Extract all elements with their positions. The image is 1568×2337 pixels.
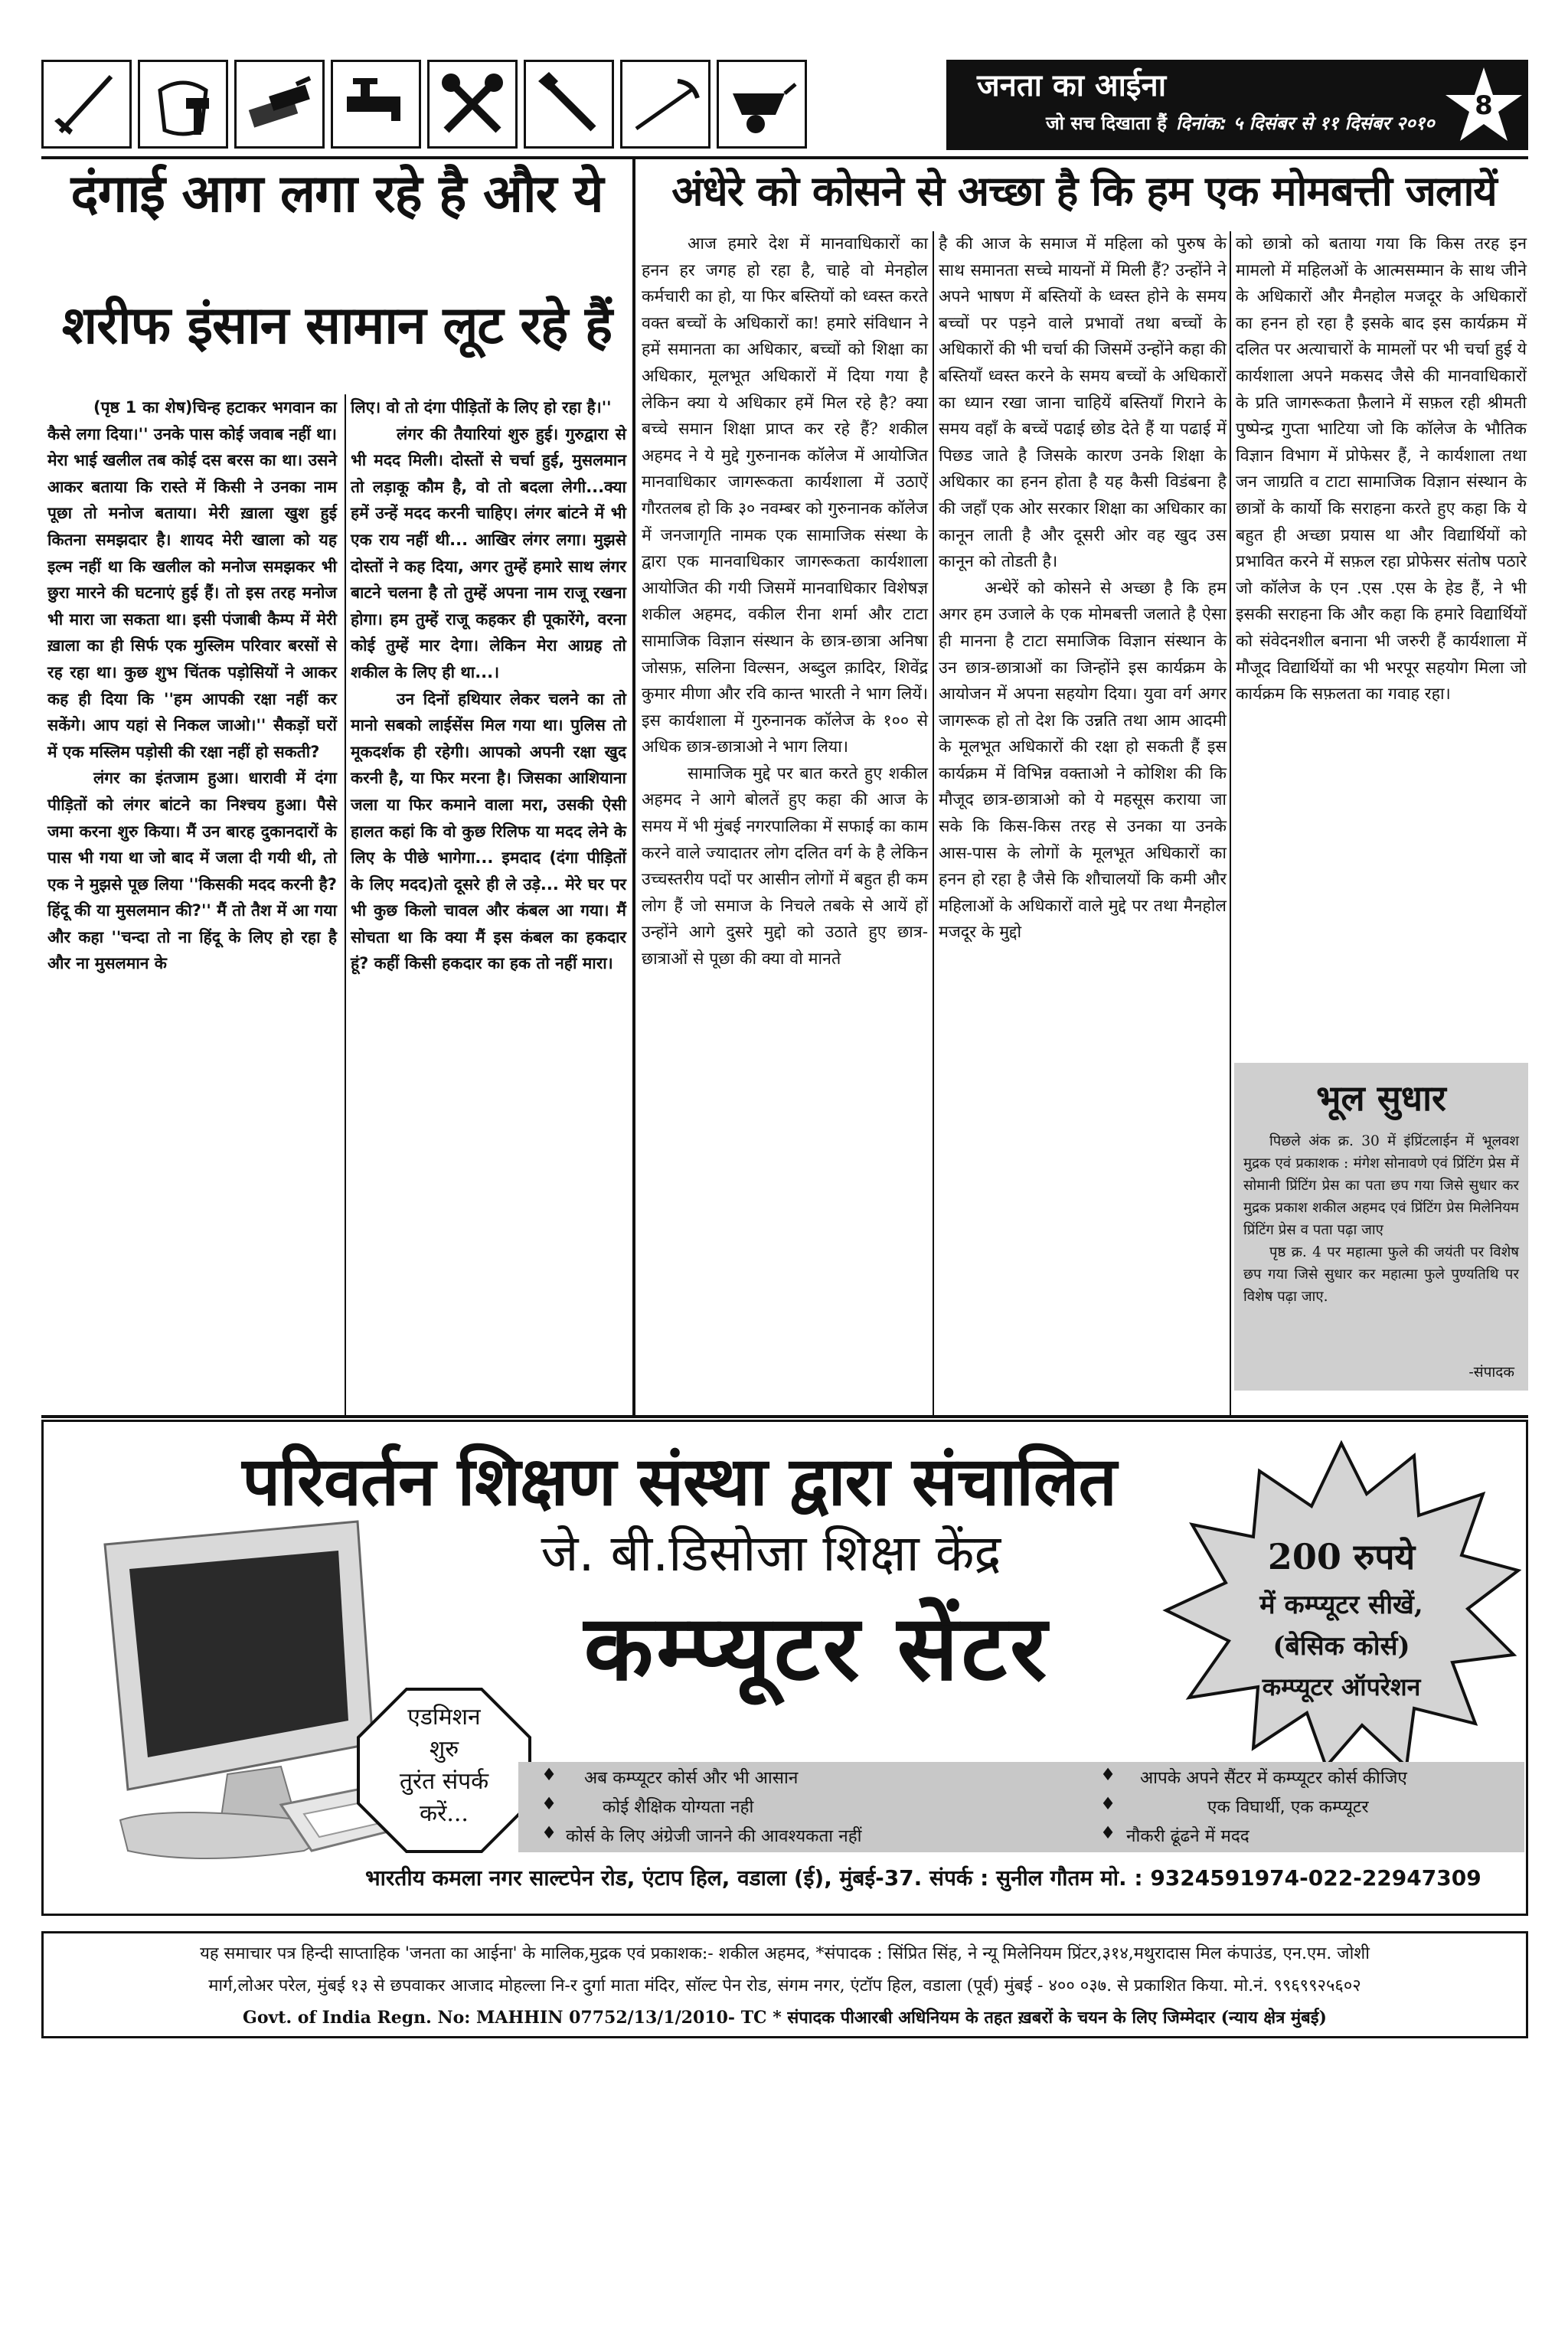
right-article-col1 (642, 231, 928, 973)
paragraph: अन्धेरें को कोसने से अच्छा है कि हम अगर हम उजाले के एक मोमबत्ती जलाते है ऐसा ही मानना है टाटा समाजिक विज्ञान संस्थान के उन छात्र-छात्राओं का जिन्होंने इस कार्यक्रम के आयोजन में अपना सहयोग दिया। युवा वर्ग अगर जागरूक हो तो देश कि उन्नति तथा आम आदमी के मूलभूत अधिकारों की रक्षा हो सकती हैं इस कार्यक्रम में विभिन्न वक्ताओ ने कोशिश की कि मौजूद छात्र-छात्राओ को ये महसूस कराया जा सके कि किस-किस तरह से उनका या उनके आस-पास के लोगों के मूलभूत अधिकारों का हनन हो रहा है जैसे कि शौचालयों कि कमी और महिलाओं के अधिकारों वाले मुद्दे पर तथा मैनहोल मजदूर के मुद्दो (939, 578, 1227, 943)
feature-item: नौकरी ढूंढने में मदद (1126, 1826, 1250, 1846)
page-number-star (1442, 64, 1525, 147)
computer-center-ad (41, 1420, 1528, 1916)
paragraph: लंगर की तैयारियां शुरु हुई। गुरुद्वारा से भी मदद मिली। दोस्तों से चर्चा हुई, मुसलमान तो लड़ाकू कौम है, वो तो बदला लेगी...क्या हमें उन्हें मदद करनी चाहिए। लंगर बांटने में भी एक राय नहीं थी... आखिर लंगर लगा। मुझसे दोस्तों ने कह दिया, अगर तुम्हें हमारे साथ लंगर बाटने चलना है तो तुम्हें अपना नाम राजू रखना होगा। हम तुम्हें राजू कहकर ही पूकारेंगे, वरना कोई तुम्हें मार देगा। लेकिन मेरा आग्रह तो शकील के लिए ही था...। (351, 424, 626, 681)
price-starburst (1161, 1440, 1521, 1770)
right-article-col3 (1236, 231, 1527, 708)
ad-price: 200 रुपये (1267, 1536, 1416, 1577)
brick-trowel-icon (234, 60, 325, 149)
left-headline-line2: शरीफ इंसान सामान लूट रहे हैं (61, 296, 612, 356)
imprint-line1: यह समाचार पत्र हिन्दी साप्ताहिक 'जनता का आईना' के मालिक,मुद्रक एवं प्रकाशक:- शकील अहमद, *संपादक : सिंप्रित सिंह, ने न्यू मिलेनियम प्रिंटर,३१४,मथुरादास मिल कंपाउंड, एन.एम. जोशी (200, 1944, 1370, 1963)
column-rule (1230, 231, 1231, 1418)
paragraph: लंगर का इंतजाम हुआ। धारावी में दंगा पीड़ितों को लंगर बांटने का निश्चय हुआ। पैसे जमा करना शुरु किया। मैं उन बारह दुकानदारों के पास भी गया था जो बाद में जला दी गयी थी, तो एक ने मुझसे पूछ लिया ''किसकी मदद करनी है? हिंदू की या मुसलमान की?'' मैं तो तैश में आ गया और कहा ''चन्दा तो ना हिंदू के लिए हो रहा है और ना मुसलमान के (47, 769, 337, 973)
column-rule (345, 394, 346, 1417)
ad-features-list (518, 1762, 1524, 1852)
feature-bullet: ♦ (541, 1765, 557, 1785)
ad-heading: परिवर्तन शिक्षण संस्था द्वारा संचालित (242, 1442, 1116, 1521)
correction-signature: -संपादक (1468, 1364, 1514, 1381)
paragraph: सामाजिक मुद्दे पर बात करते हुए शकील अहमद ने आगे बोलतें हुए कहा की आज के समय में भी मुंबई नगरपालिका में सफाई का काम करने वाले ज्यादातर लोग दलित वर्ग के है लेकिन उच्चस्तरीय पदों पर आसीन लोगों में बहुत ही कम लोग हैं जो समाज के निचले तबके से आयें हों उन्होंने आगे दुसरे मुद्दो को उठाते हुए छात्र-छात्राओं से पूछा की क्या वो मानते (642, 763, 928, 969)
imprint-registration: Govt. of India Regn. No: MAHHIN 07752/13/1/2010- TC * संपादक पीआरबी अधिनियम के तहत ख़बरों के चयन के लिए जिम्मेदार (न्याय क्षेत्र मुंबई) (243, 2008, 1327, 2028)
imprint-line2: मार्ग,लोअर परेल, मुंबई १३ से छपवाकर आजाद मोहल्ला नि-र दुर्गा माता मंदिर, सॉल्ट पेन रोड, संगम नगर, एंटॉप हिल, वडाला (पूर्व) मुंबई - ४०० ०३७. से प्रकाशित किया. मो.नं. ९९६९९२५६०२ (208, 1976, 1361, 1995)
feature-item: एक विघार्थी, एक कम्प्यूटर (1207, 1797, 1369, 1817)
imprint-box (41, 1931, 1528, 2038)
newspaper-tagline: जो सच दिखाता हैं (1046, 113, 1168, 134)
wheelbarrow-icon (717, 60, 807, 149)
ad-institute-name: जे. बी.डिसोजा शिक्षा केंद्र (541, 1524, 1001, 1583)
admission-line: तुरंत संपर्क (399, 1768, 489, 1795)
ad-course-type: (बेसिक कोर्स) (1272, 1631, 1410, 1662)
paragraph: पृष्ठ क्र. 4 पर महात्मा फुले की जयंती पर विशेष छप गया जिसे सुधार कर महात्मा फुले पुण्यतिथि पर विशेष पढ़ा जाए. (1243, 1244, 1519, 1305)
ad-offer-line: में कम्प्यूटर सीखें, (1259, 1590, 1423, 1620)
paragraph: पिछले अंक क्र. 30 में इंप्रिंटलाईन में भूलवश मुद्रक एवं प्रकाशक : मंगेश सोनावणे एवं प्रिंटिंग प्रेस में सोमानी प्रिंटिंग प्रेस का पता छप गया जिसे सुधार कर मुद्रक प्रकाश शकील अहमद एवं प्रिंटिंग प्रेस मिलेनियम प्रिंटिंग प्रेस व पता पढ़ा जाए (1243, 1133, 1519, 1238)
issue-date: दिनांक: ५ दिसंबर से ११ दिसंबर २०१० (1176, 113, 1435, 134)
tool-icon-strip (41, 60, 945, 150)
admission-line: शुरु (429, 1736, 459, 1763)
feature-bullet: ♦ (541, 1794, 557, 1814)
correction-text (1243, 1130, 1519, 1308)
admission-line: करें... (420, 1800, 469, 1827)
left-article-col2 (351, 394, 626, 977)
left-article-col1 (47, 394, 337, 977)
feature-item: अब कम्प्यूटर कोर्स और भी आसान (584, 1768, 799, 1788)
pickaxe-icon (620, 60, 710, 149)
feature-bullet: ♦ (541, 1823, 557, 1843)
paragraph: उन दिनों हथियार लेकर चलने का तो मानो सबको लाईसेंस मिल गया था। पुलिस तो मूकदर्शक ही रहेगी। आपको अपनी रक्षा खुद करनी है, या फिर मरना है। जिसका आशियाना जला या फिर कमाने वाला मरा, उसकी ऐसी हालत कहां कि वो कुछ रिलिफ या मदद लेने के लिए के पीछे भागेगा... इमदाद (दंगा पीड़ितों के लिए मदद)तो दूसरे ही ले उड़े... मेरे घर पर भी कुछ किलो चावल और कंबल आ गया। मैं सोचता था कि क्या मैं इस कंबल का हकदार हूं? कहीं किसी हकदार का हक तो नहीं मारा। (351, 689, 626, 973)
ad-course-name: कम्प्यूटर ऑपरेशन (1262, 1672, 1421, 1701)
paragraph: (पृष्ठ 1 का शेष)चिन्ह हटाकर भगवान का कैसे लगा दिया।'' उनके पास कोई जवाब नहीं था। मेरा भाई खलील तब कोई दस बरस का था। उसने आकर बताया कि रास्ते में किसी ने उनका नाम पूछा तो मनोज बताया। मेरी ख़ाला खुश हुई कितना समझदार है। शायद मेरी खाला को यह इल्म नहीं था कि खलील को मनोज समझकर भी छुरा मारने की घटनाएं हुई हैं। तो इस तरह मनोज भी मारा जा सकता था। इसी पंजाबी कैम्प में मेरी ख़ाला का ही सिर्फ एक मुस्लिम परिवार बरसों से रह रहा था। कुछ शुभ चिंतक पड़ोसियों ने आकर कह ही दिया कि ''हम आपकी रक्षा नहीं कर सकेंगे। आप यहां से निकल जाओ।'' सैकड़ों घरों में एक मस्लिम पड़ोसी की रक्षा नहीं हो सकती? (47, 398, 337, 761)
masthead-divider (41, 156, 1528, 159)
feature-item: आपके अपने सैंटर में कम्प्यूटर कोर्स कीजिए (1140, 1768, 1407, 1788)
masthead (946, 60, 1528, 150)
paragraph: आज हमारे देश में मानवाधिकारों का हनन हर जगह हो रहा है, चाहे वो मेनहोल कर्मचारी का हो, या फिर बस्तियों को ध्वस्त करते वक्त बच्चों के अधिकारों का! हमारे संविधान ने हमें समानता का अधिकार, बच्चों को शिक्षा का अधिकार, मूलभूत अधिकारों में दिया गया है लेकिन क्या ये अधिकार हमें मिल रहे है? क्या बच्चे समान शिक्षा प्राप्त कर रहे हैं? शकील अहमद ने ये मुद्दे गुरुनानक कॉलेज में आयोजित मानवाधिकार जागरूकता कार्यशाला में उठाऐं गौरतलब हो कि ३० नवम्बर को गुरुनानक कॉलेज में जनजागृति नामक एक सामाजिक संस्था के द्वारा एक मानवाधिकार जागरूकता कार्यशाला आयोजित की गयी जिसमें मानवाधिकार विशेषज्ञ शकील अहमद, वकील रीना शर्मा और टाटा सामाजिक विज्ञान संस्थान के छात्र-छात्रा अनिषा जोसफ़, सलिना विल्सन, अब्दुल क़ादिर, शिवेंद्र कुमार मीणा और रवि कान्त भारती ने भाग लियें। इस कार्यशाला में गुरुनानक कॉलेज के १०० से अधिक छात्र-छात्राओ ने भाग लिया। (642, 234, 928, 757)
feature-item: कोई शैक्षिक योग्यता नही (603, 1797, 754, 1817)
column-rule (933, 231, 934, 1418)
hoe-icon (41, 60, 132, 149)
admission-octagon (356, 1687, 532, 1854)
correction-box (1234, 1063, 1528, 1391)
wrench-icon (524, 60, 614, 149)
newspaper-name: जनता का आईना (977, 68, 1167, 103)
paint-bucket-icon (138, 60, 228, 149)
feature-bullet: ♦ (1100, 1765, 1116, 1785)
ad-divider (41, 1415, 1528, 1418)
page-number: 8 (1475, 90, 1493, 121)
ad-center-title: कम्प्यूटर सेंटर (583, 1595, 1050, 1701)
ad-address-contact: भारतीय कमला नगर साल्टपेन रोड, एंटाप हिल, वडाला (ई), मुंबई-37. संपर्क : सुनील गौतम मो. : 9324591974-022-22947309 (365, 1865, 1481, 1891)
feature-bullet: ♦ (1100, 1794, 1116, 1814)
water-tap-icon (331, 60, 421, 149)
paragraph: लिए। वो तो दंगा पीड़ितों के लिए हो रहा है।'' (351, 398, 612, 417)
crossed-tools-icon (427, 60, 518, 149)
paragraph: है की आज के समाज में महिला को पुरुष के साथ समानता सच्चे मायनों में मिली हैं? उन्होंने ने अपने भाषण में बस्तियों के ध्वस्त होने के समय बच्चों पर पड़ने वाले प्रभावों तथा बच्चों के अधिकारों की भी चर्चा की जिसमें उन्होंने कहा की बस्तियाँ ध्वस्त करने के समय बच्चों के अधिकारों का ध्यान रखा जाना चाहियें बस्तियाँ गिराने के समय वहाँ के बच्चें पढाई छोड देते हैं या पढाई में पिछड जाते है जिसके कारण उनके शिक्षा के अधिकार का हनन होता है यह कैसी विडंबना है की जहाँ एक ओर सरकार शिक्षा का अधिकार का कानून लाती है और दूसरी ओर वह खुद उस कानून को तोडती है। (939, 234, 1227, 572)
feature-bullet: ♦ (1100, 1823, 1116, 1843)
right-headline: अंधेरे को कोसने से अच्छा है कि हम एक मोमबत्ती जलायें (671, 167, 1497, 215)
paragraph: को छात्रो को बताया गया कि किस तरह इन मामलो में महिलओं के आत्मसम्मान के साथ जीने के अधिकारों और मैनहोल मजदूर के अधिकारों का हनन हो रहा है इसके बाद इस कार्यक्रम में दलित पर अत्याचारों के मामलों पर भी चर्चा हुई ये कार्यशाला अपने मकसद जैसे की मानवाधिकारों के प्रति जागरूकता फ़ैलाने में सफ़ल रही श्रीमती पुष्पेन्द्र गुप्ता भाटिया जो कि कॉलेज के भौतिक विज्ञान विभाग में प्रोफेसर हैं, ने कार्यशाला तथा जन जाग्रति व टाटा सामाजिक विज्ञान संस्थान के छात्रों के कार्यो कि सराहना करते हुए कहा कि ये बहुत ही अच्छा प्रयास था और विद्यार्थियों को प्रभावित करने में सफ़ल रहा प्रोफेसर संतोष पठारे जो कॉलेज के एन .एस .एस के हेड हैं, ने भी इसकी सराहना कि और कहा कि हमारे विद्यार्थियों को संवेदनशील बनाना भी जरुरी हैं कार्यशाला में मौजूद विद्यार्थियों का भी भरपूर सहयोग मिला जो कार्यक्रम कि सफ़लता का गवाह रहा। (1236, 234, 1527, 704)
feature-item: कोर्स के लिए अंग्रेजी जानने की आवश्यकता नहीं (566, 1826, 862, 1846)
section-rule (632, 159, 635, 1418)
correction-title: भूल सुधार (1316, 1077, 1446, 1119)
left-headline-line1: दंगाई आग लगा रहे है और ये (70, 164, 603, 224)
admission-line: एडमिशन (407, 1704, 481, 1731)
right-article-col2 (939, 231, 1227, 946)
